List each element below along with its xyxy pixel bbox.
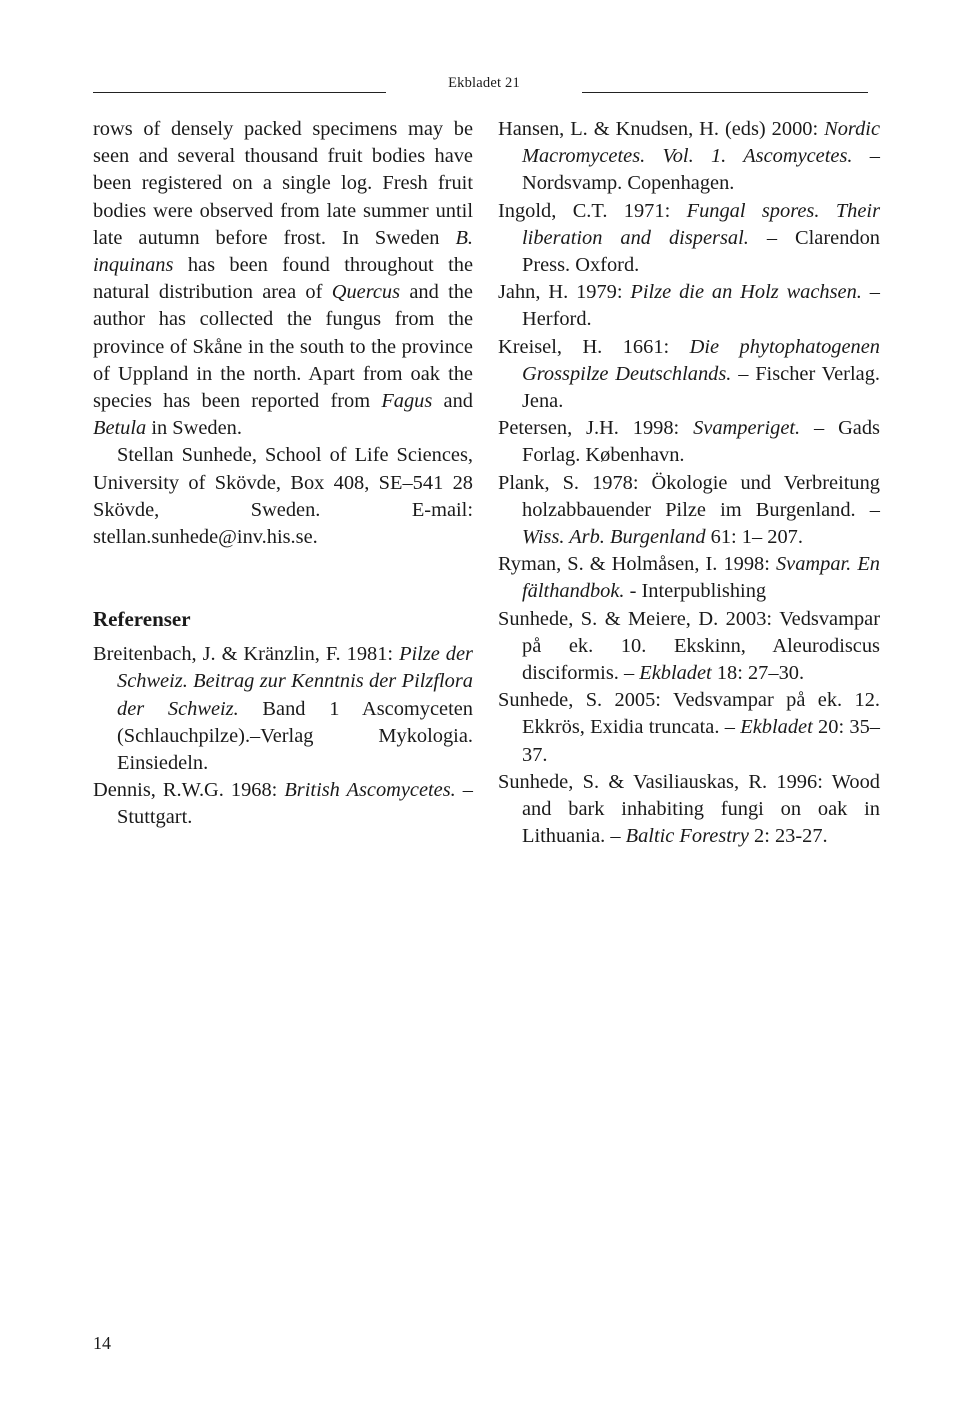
- reference-item: Sunhede, S. & Meiere, D. 2003: Vedsvampar på ek. 10. Ekskinn, Aleurodiscus disciformis. – Ekbladet 18: 27–30.: [498, 607, 880, 685]
- reference-item: Sunhede, S. & Vasiliauskas, R. 1996: Wood and bark inhabiting fungi on oak in Lithuania. – Baltic Forestry 2: 23-27.: [498, 770, 880, 848]
- reference-item: Dennis, R.W.G. 1968: British Ascomycetes. – Stuttgart.: [93, 779, 473, 829]
- left-column: [93, 116, 473, 832]
- host-genus-1: Fagus: [381, 390, 433, 413]
- reference-item: Petersen, J.H. 1998: Svamperiget. – Gads Forlag. København.: [498, 417, 880, 467]
- reference-item: Jahn, H. 1979: Pilze die an Holz wachsen. – Herford.: [498, 281, 880, 331]
- reference-item: Sunhede, S. 2005: Vedsvampar på ek. 12. Ekkrös, Exidia truncata. – Ekbladet 20: 35–37.: [498, 689, 880, 766]
- genus-name: Quercus: [331, 281, 401, 304]
- running-head: Ekbladet 21: [448, 75, 520, 91]
- species-name: B. inquinans: [93, 226, 473, 277]
- body-paragraph-1: rows of densely packed specimens may be seen and several thousand fruit bodies have been registered on a single log. Fresh fruit bodies were observed from late summer until late autumn before frost. In Sweden B. inquinans has been found throughout the natural distribution area of Quercus and the author has collected the fungus from the province of Skåne in the south to the province of Uppland in the north. Apart from oak the species has been reported from Fagus and Betula in Sweden.: [93, 118, 473, 440]
- references-heading: Referenser: [93, 607, 191, 632]
- host-genus-2: Betula: [93, 417, 147, 440]
- author-address: Stellan Sunhede, School of Life Sciences, University of Skövde, Box 408, SE–541 28 Skövde, Sweden. E-mail: stellan.sunhede@inv.his.se.: [93, 444, 473, 549]
- reference-item: Ryman, S. & Holmåsen, I. 1998: Svampar. En fälthandbok. - Interpublishing: [498, 553, 880, 603]
- page-number: 14: [93, 1333, 111, 1353]
- right-column: [498, 116, 880, 850]
- reference-item: Breitenbach, J. & Kränzlin, F. 1981: Pilze der Schweiz. Beitrag zur Kenntnis der Pilzflora der Schweiz. Band 1 Ascomyceten (Schlauchpilze).–Verlag Mykologia. Einsiedeln.: [93, 643, 473, 775]
- reference-item: Kreisel, H. 1661: Die phytophatogenen Grosspilze Deutschlands. – Fischer Verlag. Jena.: [498, 335, 880, 413]
- header-rule-right: [582, 92, 868, 93]
- reference-item: Plank, S. 1978: Ökologie und Verbreitung holzabbauender Pilze im Burgenland. – Wiss. Arb. Burgenland 61: 1– 207.: [498, 471, 880, 549]
- header-rule-left: [93, 92, 386, 93]
- reference-item: Hansen, L. & Knudsen, H. (eds) 2000: Nordic Macromycetes. Vol. 1. Ascomycetes. – Nordsvamp. Copenhagen.: [498, 118, 880, 195]
- reference-item: Ingold, C.T. 1971: Fungal spores. Their liberation and dispersal. – Clarendon Press. Oxford.: [498, 199, 881, 277]
